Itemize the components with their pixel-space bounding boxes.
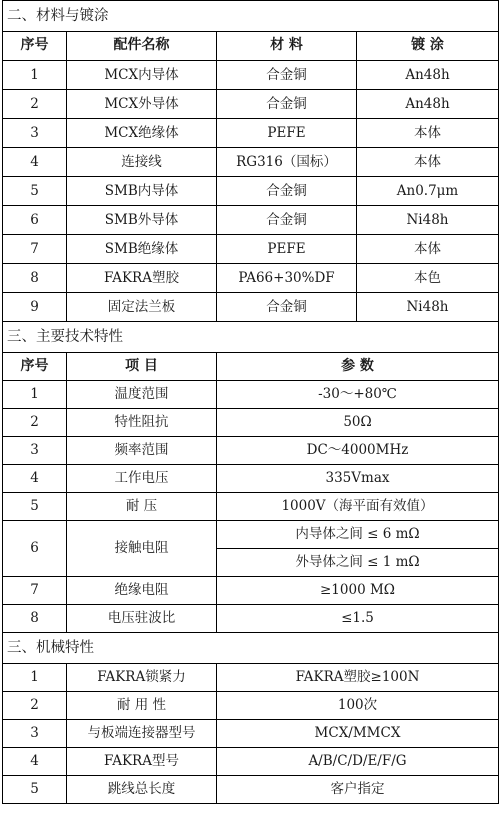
- item-cell: 接触电阻: [67, 521, 217, 577]
- table-row: [3, 264, 499, 293]
- table-row: [3, 381, 499, 409]
- parameter-cell: -30～+80℃: [217, 381, 499, 409]
- parameter-cell: FAKRA塑胶≥100N: [217, 664, 499, 692]
- item-cell: 耐 用 性: [67, 692, 217, 720]
- part-name-cell: MCX外导体: [67, 90, 217, 119]
- seq-cell: 5: [3, 177, 67, 206]
- material-cell: RG316（国标）: [217, 148, 357, 177]
- part-name-cell: 连接线: [67, 148, 217, 177]
- parameter-cell: 内导体之间 ≤ 6 mΩ: [217, 521, 499, 549]
- parameter-cell: 50Ω: [217, 409, 499, 437]
- seq-cell: 7: [3, 577, 67, 605]
- section-title: 三、主要技术特性: [3, 322, 499, 353]
- seq-cell: 3: [3, 119, 67, 148]
- material-cell: 合金铜: [217, 206, 357, 235]
- table-row: [3, 206, 499, 235]
- parameter-cell: DC～4000MHz: [217, 437, 499, 465]
- parameter-cell: ≤1.5: [217, 605, 499, 633]
- spec-table: [2, 0, 499, 804]
- part-name-cell: MCX绝缘体: [67, 119, 217, 148]
- parameter-cell: MCX/MMCX: [217, 720, 499, 748]
- part-name-cell: SMB外导体: [67, 206, 217, 235]
- seq-cell: 4: [3, 148, 67, 177]
- section-title-row: [3, 322, 499, 353]
- part-name-header: 配件名称: [67, 32, 217, 61]
- table-row: [3, 493, 499, 521]
- item-cell: FAKRA锁紧力: [67, 664, 217, 692]
- table-header-row: [3, 32, 499, 61]
- item-cell: FAKRA型号: [67, 748, 217, 776]
- plating-cell: 本体: [357, 119, 499, 148]
- plating-cell: 本色: [357, 264, 499, 293]
- table-header-row: [3, 353, 499, 381]
- item-cell: 绝缘电阻: [67, 577, 217, 605]
- parameter-cell: A/B/C/D/E/F/G: [217, 748, 499, 776]
- seq-cell: 4: [3, 465, 67, 493]
- table-row: [3, 465, 499, 493]
- material-cell: 合金铜: [217, 177, 357, 206]
- parameter-header: 参 数: [217, 353, 499, 381]
- plating-cell: An0.7μm: [357, 177, 499, 206]
- material-cell: 合金铜: [217, 90, 357, 119]
- material-cell: PEFE: [217, 119, 357, 148]
- item-cell: 电压驻波比: [67, 605, 217, 633]
- seq-cell: 5: [3, 493, 67, 521]
- item-cell: 特性阻抗: [67, 409, 217, 437]
- part-name-cell: SMB内导体: [67, 177, 217, 206]
- seq-cell: 8: [3, 264, 67, 293]
- seq-cell: 9: [3, 293, 67, 322]
- table-row: [3, 437, 499, 465]
- table-row: [3, 409, 499, 437]
- plating-cell: Ni48h: [357, 293, 499, 322]
- parameter-cell: 1000V（海平面有效值）: [217, 493, 499, 521]
- plating-header: 镀 涂: [357, 32, 499, 61]
- material-header: 材 料: [217, 32, 357, 61]
- seq-cell: 6: [3, 521, 67, 577]
- seq-cell: 2: [3, 90, 67, 119]
- table-row: [3, 577, 499, 605]
- table-row: [3, 776, 499, 804]
- table-row: [3, 177, 499, 206]
- table-row: [3, 720, 499, 748]
- item-cell: 温度范围: [67, 381, 217, 409]
- table-row: [3, 148, 499, 177]
- table-row: [3, 119, 499, 148]
- part-name-cell: MCX内导体: [67, 61, 217, 90]
- table-row: [3, 692, 499, 720]
- parameter-cell: ≥1000 MΩ: [217, 577, 499, 605]
- section-title-row: [3, 1, 499, 32]
- item-cell: 耐 压: [67, 493, 217, 521]
- material-cell: PA66+30%DF: [217, 264, 357, 293]
- table-row: [3, 521, 499, 549]
- table-row: [3, 235, 499, 264]
- parameter-cell: 外导体之间 ≤ 1 mΩ: [217, 549, 499, 577]
- plating-cell: Ni48h: [357, 206, 499, 235]
- item-header: 项 目: [67, 353, 217, 381]
- table-row: [3, 748, 499, 776]
- section-title-row: [3, 633, 499, 664]
- material-cell: PEFE: [217, 235, 357, 264]
- part-name-cell: SMB绝缘体: [67, 235, 217, 264]
- plating-cell: 本体: [357, 235, 499, 264]
- item-cell: 频率范围: [67, 437, 217, 465]
- seq-cell: 3: [3, 720, 67, 748]
- plating-cell: 本体: [357, 148, 499, 177]
- section-title: 二、材料与镀涂: [3, 1, 499, 32]
- seq-cell: 3: [3, 437, 67, 465]
- plating-cell: An48h: [357, 90, 499, 119]
- seq-header: 序号: [3, 353, 67, 381]
- plating-cell: An48h: [357, 61, 499, 90]
- seq-cell: 1: [3, 381, 67, 409]
- seq-cell: 8: [3, 605, 67, 633]
- parameter-cell: 335Vmax: [217, 465, 499, 493]
- seq-header: 序号: [3, 32, 67, 61]
- material-cell: 合金铜: [217, 293, 357, 322]
- seq-cell: 1: [3, 664, 67, 692]
- section-title: 三、机械特性: [3, 633, 499, 664]
- table-row: [3, 293, 499, 322]
- seq-cell: 6: [3, 206, 67, 235]
- material-cell: 合金铜: [217, 61, 357, 90]
- item-cell: 与板端连接器型号: [67, 720, 217, 748]
- item-cell: 跳线总长度: [67, 776, 217, 804]
- item-cell: 工作电压: [67, 465, 217, 493]
- seq-cell: 2: [3, 409, 67, 437]
- seq-cell: 7: [3, 235, 67, 264]
- seq-cell: 2: [3, 692, 67, 720]
- table-row: [3, 61, 499, 90]
- part-name-cell: FAKRA塑胶: [67, 264, 217, 293]
- parameter-cell: 100次: [217, 692, 499, 720]
- seq-cell: 5: [3, 776, 67, 804]
- seq-cell: 1: [3, 61, 67, 90]
- parameter-cell: 客户指定: [217, 776, 499, 804]
- table-row: [3, 605, 499, 633]
- table-row: [3, 90, 499, 119]
- part-name-cell: 固定法兰板: [67, 293, 217, 322]
- seq-cell: 4: [3, 748, 67, 776]
- table-row: [3, 664, 499, 692]
